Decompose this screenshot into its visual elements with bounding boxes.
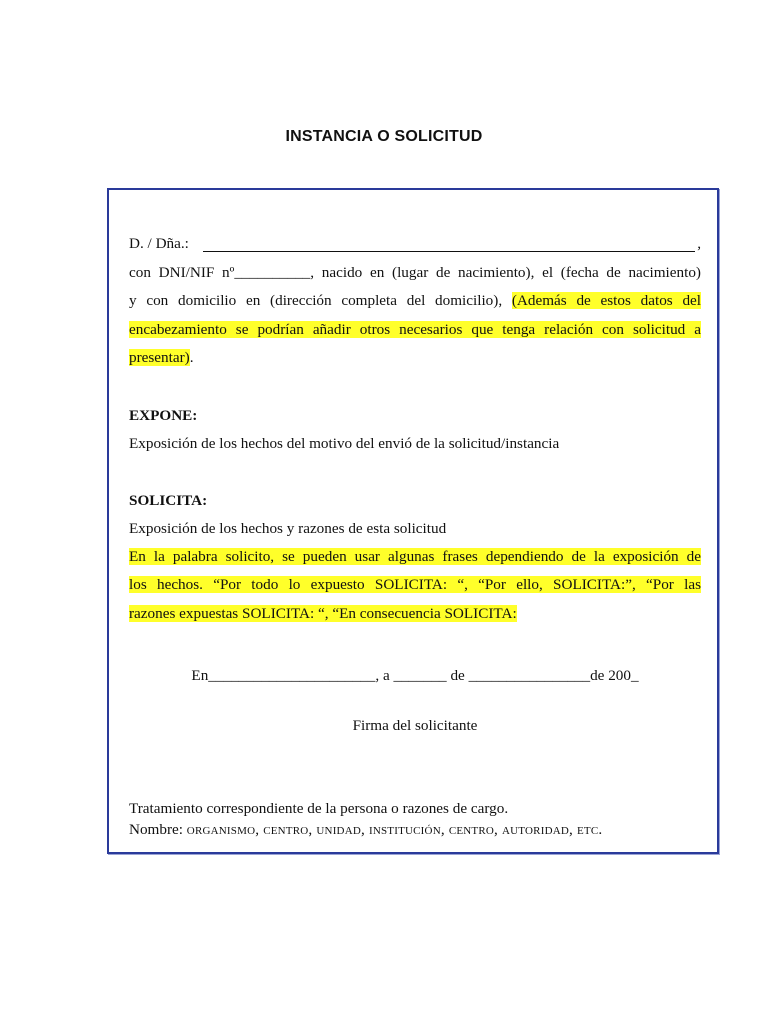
signature-label: Firma del solicitante [352, 717, 478, 734]
highlight-note-start: (Además de estos datos del [511, 292, 701, 309]
applicant-name-line [129, 230, 701, 259]
addressee-treatment: Tratamiento correspondiente de la persona o razones de cargo. [129, 800, 509, 817]
form-content [129, 230, 701, 738]
name-line-end: , [697, 235, 701, 252]
solicita-heading: SOLICITA: [129, 491, 208, 509]
highlight-note-middle: encabezamiento se podrían añadir otros necesarios que tenga relación con solicitud a [129, 320, 701, 338]
addressee-block [129, 798, 602, 840]
solicita-text: Exposición de los hechos y razones de esta solicitud [129, 519, 447, 537]
highlight-note-end: presentar) [129, 349, 190, 366]
addressee-name-label: Nombre: [129, 821, 187, 838]
solicita-highlight-3: razones expuestas SOLICITA: “, “En consecuencia SOLICITA: [129, 604, 517, 622]
name-label: D. / Dña.: [129, 235, 189, 252]
highlight-note-end-line [129, 344, 701, 373]
solicita-note-line-1 [129, 543, 701, 572]
document-title: INSTANCIA O SOLICITUD [285, 128, 483, 145]
expone-heading: EXPONE: [129, 406, 198, 424]
solicita-highlight-1: En la palabra solicito, se pueden usar algunas frases dependiendo de la exposición de [129, 547, 701, 565]
highlight-note-line [129, 316, 701, 345]
dni-birth-line: con DNI/NIF nº__________, nacido en (lugar de nacimiento), el (fecha de nacimiento) [129, 263, 701, 281]
solicita-highlight-2: los hechos. “Por todo lo expuesto SOLICITA: “, “Por ello, SOLICITA:”, “Por las [129, 576, 701, 593]
request-form-box [107, 188, 719, 854]
address-text: y con domicilio en (dirección completa del domicilio), [129, 292, 512, 309]
solicita-note-line-3 [129, 600, 701, 629]
addressee-name-line [129, 819, 602, 840]
solicita-note-line-2 [129, 571, 701, 600]
address-line [129, 287, 701, 316]
highlight-note-period: . [189, 349, 194, 366]
addressee-name-value: organismo, centro, unidad, institución, centro, autoridad, etc. [186, 821, 603, 838]
expone-text: Exposición de los hechos del motivo del envió de la solicitud/instancia [129, 434, 560, 452]
name-blank-line [203, 250, 695, 252]
place-date-line: En______________________, a _______ de ________________de 200_ [191, 667, 639, 684]
